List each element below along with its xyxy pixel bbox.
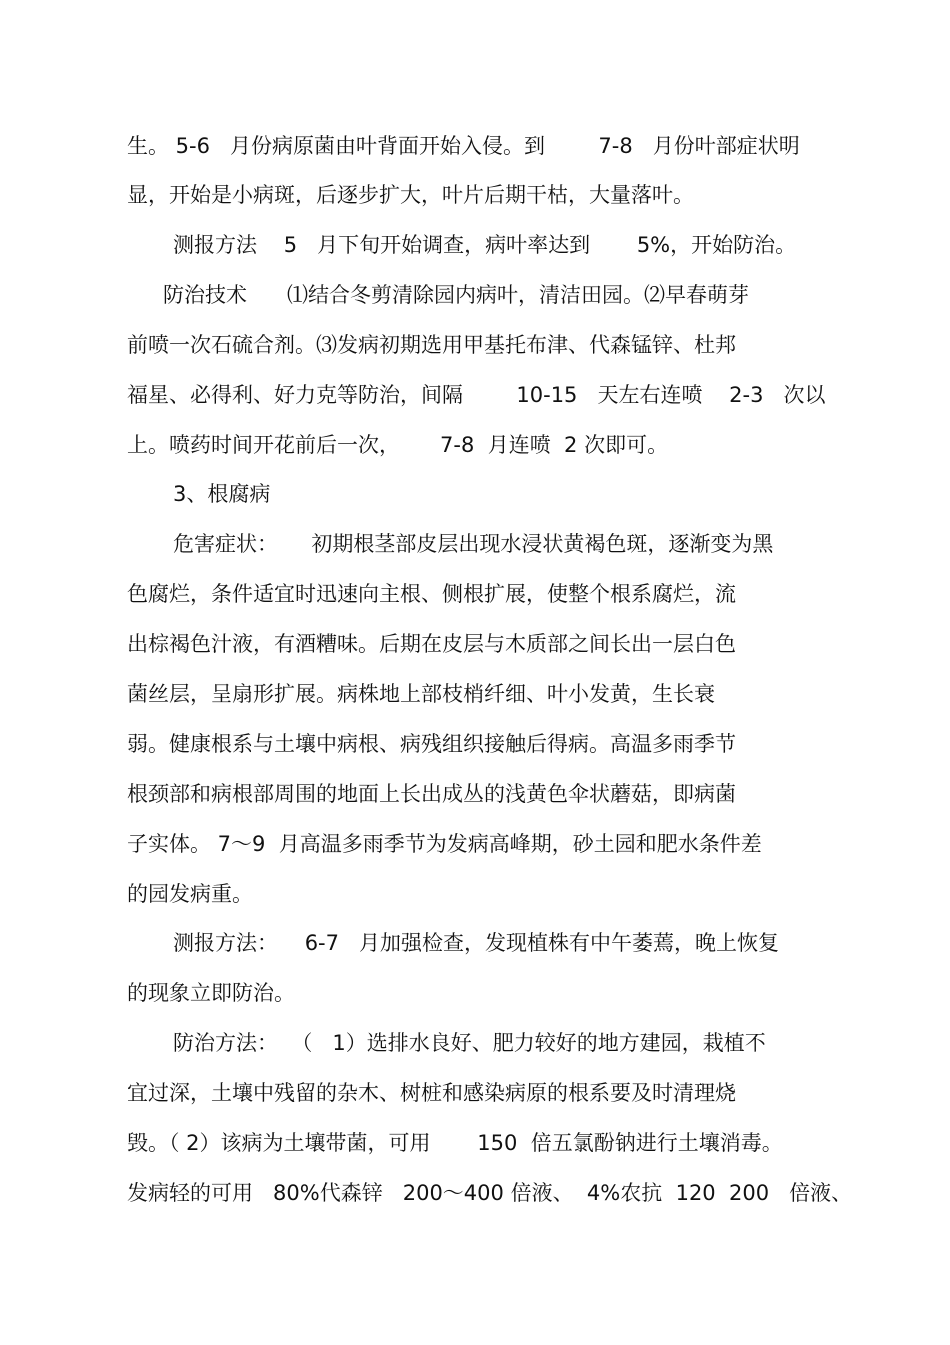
text-line: 发病轻的可用 80%代森锌 200～400 倍液、 4%农抗 120 200 倍液、 bbox=[127, 1181, 853, 1205]
text-line: 上。喷药时间开花前后一次， 7-8 月连喷 2 次即可。 bbox=[127, 433, 669, 457]
section-heading: 3、根腐病 bbox=[173, 482, 271, 506]
text-line: 显，开始是小病斑，后逐步扩大，叶片后期干枯，大量落叶。 bbox=[127, 183, 694, 207]
text-line: 色腐烂，条件适宜时迅速向主根、侧根扩展，使整个根系腐烂，流 bbox=[127, 582, 736, 606]
text-line: 防治技术 ⑴结合冬剪清除园内病叶，清洁田园。⑵早春萌芽 bbox=[163, 283, 750, 307]
text-line: 防治方法： （ 1）选排水良好、肥力较好的地方建园，栽植不 bbox=[173, 1031, 766, 1055]
text-line: 福星、必得利、好力克等防治，间隔 10-15 天左右连喷 2-3 次以 bbox=[127, 383, 826, 407]
text-line: 生。 5-6 月份病原菌由叶背面开始入侵。到 7-8 月份叶部症状明 bbox=[127, 134, 800, 158]
text-line: 测报方法： 6-7 月加强检查，发现植株有中午萎蔫，晚上恢复 bbox=[173, 931, 780, 955]
text-line: 的现象立即防治。 bbox=[127, 981, 295, 1005]
text-line: 的园发病重。 bbox=[127, 882, 253, 906]
text-line: 测报方法 5 月下旬开始调查，病叶率达到 5%，开始防治。 bbox=[173, 233, 797, 257]
text-line: 子实体。 7～9 月高温多雨季节为发病高峰期，砂土园和肥水条件差 bbox=[127, 832, 762, 856]
text-line: 弱。健康根系与土壤中病根、病残组织接触后得病。高温多雨季节 bbox=[127, 732, 736, 756]
text-line: 毁。（ 2）该病为土壤带菌，可用 150 倍五氯酚钠进行土壤消毒。 bbox=[127, 1131, 783, 1155]
text-line: 根颈部和病根部周围的地面上长出成丛的浅黄色伞状蘑菇，即病菌 bbox=[127, 782, 736, 806]
text-line: 菌丝层，呈扇形扩展。病株地上部枝梢纤细、叶小发黄，生长衰 bbox=[127, 682, 715, 706]
text-line: 前喷一次石硫合剂。⑶发病初期选用甲基托布津、代森锰锌、杜邦 bbox=[127, 333, 736, 357]
text-line: 宜过深，土壤中残留的杂木、树桩和感染病原的根系要及时清理烧 bbox=[127, 1081, 736, 1105]
text-line: 危害症状： 初期根茎部皮层出现水浸状黄褐色斑，逐渐变为黑 bbox=[173, 532, 774, 556]
text-line: 出棕褐色汁液，有酒糟味。后期在皮层与木质部之间长出一层白色 bbox=[127, 632, 736, 656]
